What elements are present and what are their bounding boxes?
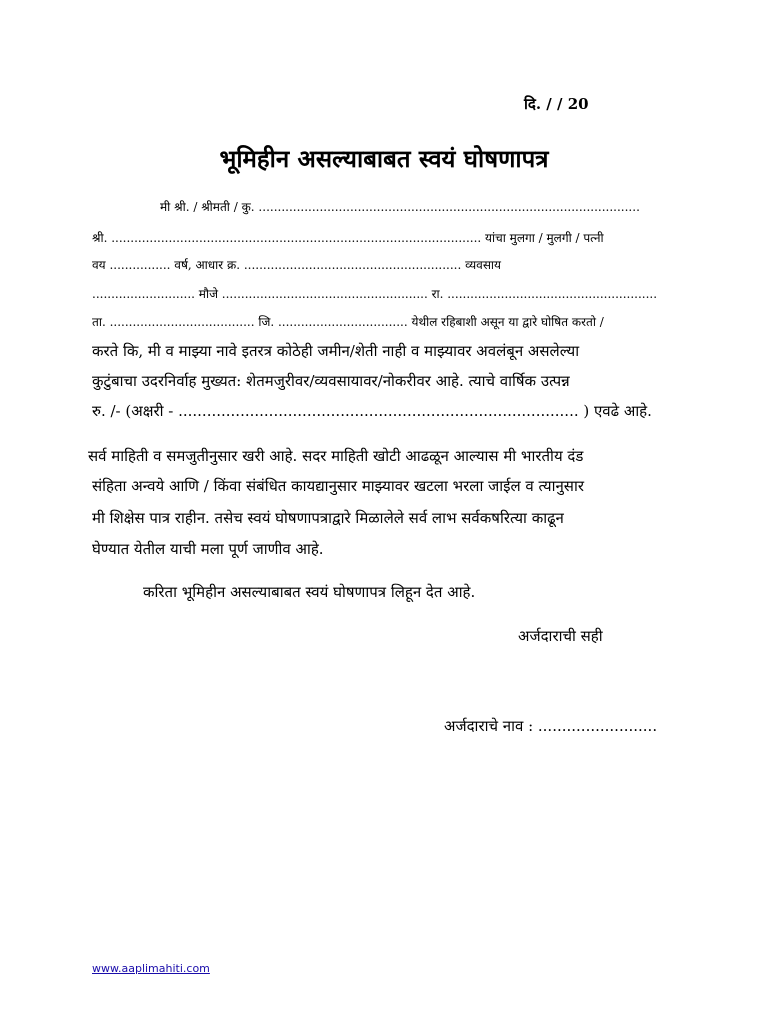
- form-line-village: ........................... मौजे ...................................................... रा. .......................................................: [92, 287, 658, 301]
- form-line-age-aadhar: वय ................ वर्ष, आधार क्र. ......................................................... व्यवसाय: [92, 258, 502, 272]
- paragraph1-line1: करते कि, मी व माझ्या नावे इतरत्र कोठेही जमीन/शेती नाही व माझ्यावर अवलंबून असलेल्या: [92, 342, 580, 360]
- paragraph1-line2: कुटुंबाचा उदरनिर्वाह मुख्यत: शेतमजुरीवर/व्यवसायावर/नोकरीवर आहे. त्याचे वार्षिक उत्पन्न: [92, 372, 570, 390]
- form-line-name: मी श्री. / श्रीमती / कु. ....................................................................................................: [160, 200, 640, 214]
- paragraph1-line3: रु. /- (अक्षरी - .................................................................................... ) एवढे आहे.: [92, 402, 652, 420]
- date-line: दि. / / 20: [524, 95, 589, 113]
- closing-statement: करिता भूमिहीन असल्याबाबत स्वयं घोषणापत्र लिहून देत आहे.: [143, 583, 476, 601]
- paragraph2-line3: मी शिक्षेस पात्र राहीन. तसेच स्वयं घोषणापत्राद्वारे मिळालेले सर्व लाभ सर्वकषरित्या काढून: [92, 509, 564, 527]
- footer-link-wrapper: [92, 962, 210, 975]
- signature-label: अर्जदाराची सही: [518, 627, 603, 645]
- form-line-relation: श्री. ................................................................................................. यांचा मुलगा / मुलगी / पत्नी: [92, 231, 604, 245]
- paragraph2-line2: संहिता अन्वये आणि / किंवा संबंधित कायद्यानुसार माझ्यावर खटला भरला जाईल व त्यानुसार: [92, 477, 584, 495]
- footer-link[interactable]: www.aaplimahiti.com: [92, 962, 210, 975]
- paragraph2-line1: सर्व माहिती व समजुतीनुसार खरी आहे. सदर माहिती खोटी आढळून आल्यास मी भारतीय दंड: [88, 447, 584, 465]
- applicant-name-label: अर्जदाराचे नाव : .........................: [444, 717, 658, 735]
- form-line-taluka-district: ता. ...................................... जि. .................................. येथील रहिबाशी असून या द्वारे घोषित करतो /: [92, 315, 604, 329]
- document-title: भूमिहीन असल्याबाबत स्वयं घोषणापत्र: [219, 144, 549, 173]
- paragraph2-line4: घेण्यात येतील याची मला पूर्ण जाणीव आहे.: [92, 540, 324, 558]
